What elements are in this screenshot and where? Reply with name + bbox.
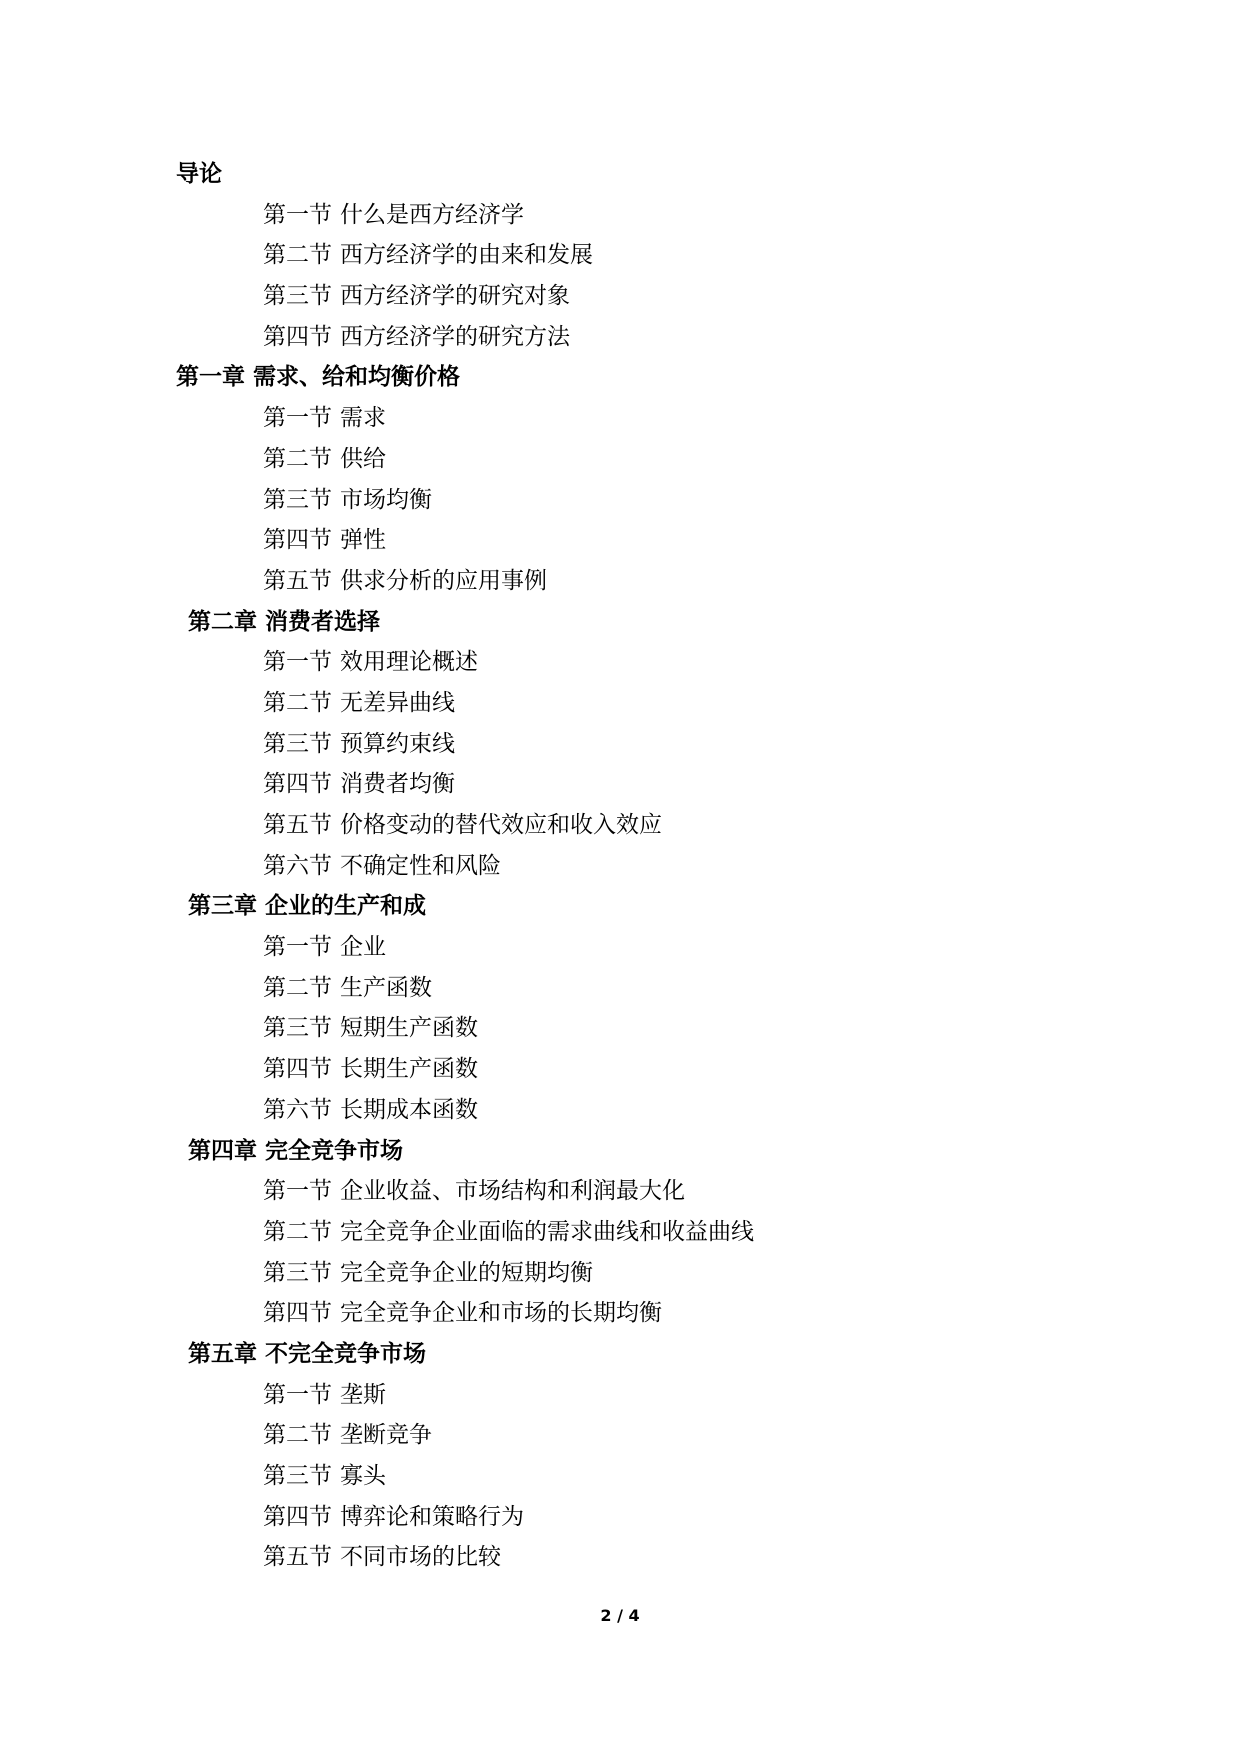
section-entry xyxy=(176,642,1076,683)
section-entry xyxy=(176,805,1076,846)
section-entry xyxy=(176,561,1076,602)
section-title: 无差异曲线 xyxy=(340,689,455,716)
section-title: 长期生产函数 xyxy=(340,1056,478,1083)
section-entry xyxy=(176,1293,1076,1334)
chapter-heading: 第五章 不完全竞争市场 xyxy=(188,1340,427,1367)
section-title: 博弈论和策略行为 xyxy=(340,1503,524,1530)
section-title: 垄斯 xyxy=(340,1381,386,1408)
section-number: 第三节 xyxy=(263,730,332,757)
section-title: 什么是西方经济学 xyxy=(340,201,524,228)
section-number: 第一节 xyxy=(263,1178,332,1205)
section-number: 第三节 xyxy=(263,486,332,513)
section-entry xyxy=(176,1456,1076,1497)
section-number: 第六节 xyxy=(263,1096,332,1123)
section-number: 第六节 xyxy=(263,852,332,879)
section-number: 第五节 xyxy=(263,1544,332,1571)
section-title: 企业收益、市场结构和利润最大化 xyxy=(340,1178,685,1205)
section-number: 第四节 xyxy=(263,527,332,554)
section-entry xyxy=(176,1497,1076,1538)
section-number: 第二节 xyxy=(263,445,332,472)
section-number: 第四节 xyxy=(263,1503,332,1530)
chapter-heading: 导论 xyxy=(176,161,222,187)
section-entry xyxy=(176,724,1076,765)
section-number: 第三节 xyxy=(263,1259,332,1286)
page-number: 2 / 4 xyxy=(600,1606,640,1625)
section-entry xyxy=(176,1171,1076,1212)
section-entry xyxy=(176,1090,1076,1131)
section-entry xyxy=(176,927,1076,968)
section-number: 第三节 xyxy=(263,1463,332,1489)
section-title: 不确定性和风险 xyxy=(340,852,501,879)
section-number: 第二节 xyxy=(263,1218,332,1245)
section-entry xyxy=(176,276,1076,317)
section-entry xyxy=(176,195,1076,236)
section-title: 完全竞争企业面临的需求曲线和收益曲线 xyxy=(340,1218,754,1245)
section-number: 第一节 xyxy=(263,405,332,432)
section-number: 第五节 xyxy=(263,812,332,838)
chapter-heading: 第三章 企业的生产和成 xyxy=(188,893,427,920)
section-entry xyxy=(176,398,1076,439)
section-entry xyxy=(176,317,1076,358)
section-number: 第二节 xyxy=(263,1422,332,1449)
section-title: 生产函数 xyxy=(340,974,432,1001)
section-entry xyxy=(176,439,1076,480)
section-title: 寡头 xyxy=(340,1463,386,1489)
section-entry xyxy=(176,1415,1076,1456)
section-number: 第二节 xyxy=(263,974,332,1001)
section-title: 价格变动的替代效应和收入效应 xyxy=(340,812,662,838)
section-title: 需求 xyxy=(340,405,386,432)
section-entry xyxy=(176,968,1076,1009)
section-title: 西方经济学的研究方法 xyxy=(340,323,570,350)
chapter-heading: 第一章 需求、给和均衡价格 xyxy=(176,364,461,391)
chapter-heading: 第四章 完全竞争市场 xyxy=(188,1137,404,1164)
section-entry xyxy=(176,764,1076,805)
section-number: 第四节 xyxy=(263,771,332,798)
section-title: 预算约束线 xyxy=(340,730,455,757)
section-number: 第三节 xyxy=(263,1015,332,1042)
section-entry xyxy=(176,520,1076,561)
section-number: 第三节 xyxy=(263,283,332,310)
section-title: 供求分析的应用事例 xyxy=(340,567,547,594)
section-title: 弹性 xyxy=(340,527,386,554)
section-title: 西方经济学的由来和发展 xyxy=(340,242,593,269)
section-title: 完全竞争企业和市场的长期均衡 xyxy=(340,1300,662,1327)
section-entry xyxy=(176,1212,1076,1253)
section-number: 第一节 xyxy=(263,934,332,961)
section-title: 西方经济学的研究对象 xyxy=(340,283,570,310)
section-entry xyxy=(176,683,1076,724)
section-title: 供给 xyxy=(340,445,386,472)
section-number: 第一节 xyxy=(263,201,332,228)
chapter-heading: 第二章 消费者选择 xyxy=(188,608,381,635)
section-title: 短期生产函数 xyxy=(340,1015,478,1042)
section-entry xyxy=(176,1008,1076,1049)
section-entry xyxy=(176,1049,1076,1090)
section-title: 企业 xyxy=(340,934,386,961)
section-number: 第一节 xyxy=(263,1381,332,1408)
section-entry xyxy=(176,1375,1076,1416)
section-title: 市场均衡 xyxy=(340,486,432,513)
section-title: 完全竞争企业的短期均衡 xyxy=(340,1259,593,1286)
section-title: 效用理论概述 xyxy=(340,649,478,676)
section-title: 不同市场的比较 xyxy=(340,1544,501,1571)
section-title: 长期成本函数 xyxy=(340,1096,478,1123)
section-entry xyxy=(176,846,1076,887)
section-number: 第二节 xyxy=(263,242,332,269)
table-of-contents xyxy=(176,154,1076,1578)
section-number: 第五节 xyxy=(263,567,332,594)
section-title: 消费者均衡 xyxy=(340,771,455,798)
section-number: 第四节 xyxy=(263,323,332,350)
section-entry xyxy=(176,1253,1076,1294)
section-number: 第四节 xyxy=(263,1300,332,1327)
section-entry xyxy=(176,1537,1076,1578)
section-title: 垄断竞争 xyxy=(340,1422,432,1449)
section-number: 第四节 xyxy=(263,1056,332,1083)
section-number: 第一节 xyxy=(263,649,332,676)
section-entry xyxy=(176,480,1076,521)
section-number: 第二节 xyxy=(263,689,332,716)
section-entry xyxy=(176,235,1076,276)
